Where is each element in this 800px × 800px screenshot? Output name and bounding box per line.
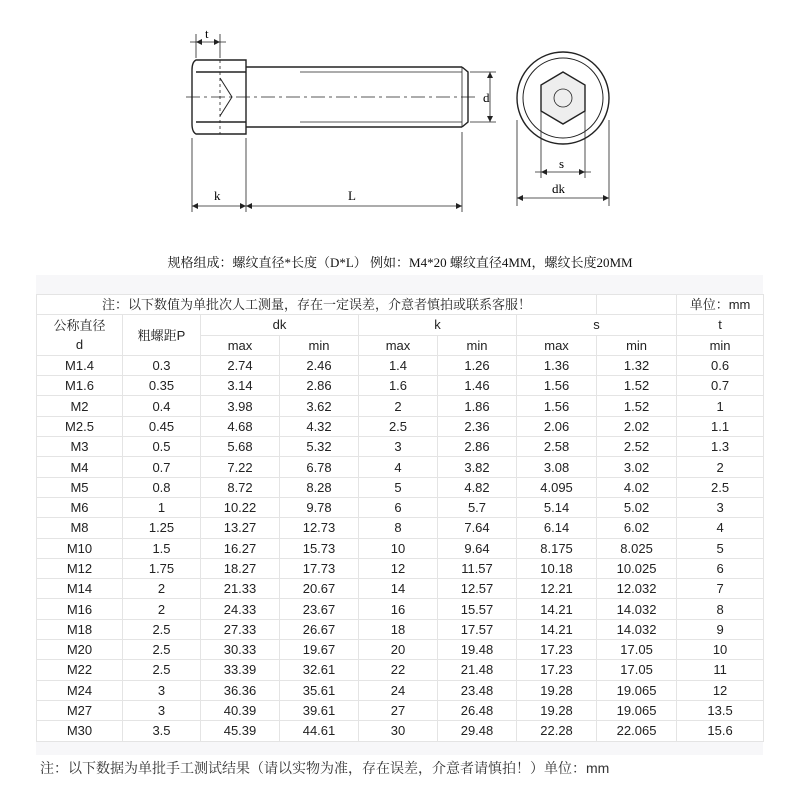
table-row xyxy=(37,599,764,619)
table-row xyxy=(37,355,764,375)
table-cell: 12.73 xyxy=(280,518,359,538)
table-cell: 10.025 xyxy=(597,558,677,578)
table-cell: 19.28 xyxy=(517,700,597,720)
table-cell: M4 xyxy=(37,457,123,477)
table-cell: M2 xyxy=(37,396,123,416)
dimension-table xyxy=(36,294,764,742)
table-row xyxy=(37,518,764,538)
table-cell: M24 xyxy=(37,680,123,700)
table-cell: 22 xyxy=(359,660,438,680)
table-row xyxy=(37,416,764,436)
table-cell: 9.64 xyxy=(438,538,517,558)
table-cell: M20 xyxy=(37,640,123,660)
table-cell: 1.32 xyxy=(597,355,677,375)
table-cell: M16 xyxy=(37,599,123,619)
table-cell: 27 xyxy=(359,700,438,720)
table-cell: 3.02 xyxy=(597,457,677,477)
table-cell: 8.28 xyxy=(280,477,359,497)
table-cell: 5.02 xyxy=(597,497,677,517)
table-cell: 30 xyxy=(359,721,438,741)
table-row xyxy=(37,538,764,558)
table-row xyxy=(37,579,764,599)
table-cell: 19.67 xyxy=(280,640,359,660)
table-cell: 17.05 xyxy=(597,640,677,660)
table-cell: 1.25 xyxy=(123,518,201,538)
table-cell: 1.56 xyxy=(517,396,597,416)
table-cell: 4 xyxy=(677,518,764,538)
table-cell: 17.05 xyxy=(597,660,677,680)
table-cell: M1.6 xyxy=(37,376,123,396)
table-cell: 0.5 xyxy=(123,437,201,457)
table-cell: 12 xyxy=(359,558,438,578)
table-cell: 10.22 xyxy=(201,497,280,517)
table-cell: 39.61 xyxy=(280,700,359,720)
table-cell: 6 xyxy=(677,558,764,578)
table-cell: 14.032 xyxy=(597,599,677,619)
table-cell: 9.78 xyxy=(280,497,359,517)
table-cell: 24.33 xyxy=(201,599,280,619)
table-cell: 8.72 xyxy=(201,477,280,497)
header-t-min: min xyxy=(677,335,764,355)
table-cell: 9 xyxy=(677,619,764,639)
dim-label-s: s xyxy=(559,156,565,171)
table-cell: 29.48 xyxy=(438,721,517,741)
table-cell: 6 xyxy=(359,497,438,517)
table-cell: M27 xyxy=(37,700,123,720)
table-cell: 1.56 xyxy=(517,376,597,396)
table-cell: 2 xyxy=(677,457,764,477)
table-cell: 10 xyxy=(677,640,764,660)
spec-line: 规格组成：螺纹直径*长度（D*L） 例如：M4*20 螺纹直径4MM，螺纹长度20MM xyxy=(167,255,633,270)
table-cell: 2.46 xyxy=(280,355,359,375)
table-cell: 15.73 xyxy=(280,538,359,558)
table-cell: 4.095 xyxy=(517,477,597,497)
table-row xyxy=(37,660,764,680)
header-dk-max: max xyxy=(201,335,280,355)
header-s: s xyxy=(517,315,677,335)
table-cell: 1.26 xyxy=(438,355,517,375)
table-cell: 3.98 xyxy=(201,396,280,416)
table-cell: 22.28 xyxy=(517,721,597,741)
table-cell: 2.86 xyxy=(280,376,359,396)
table-cell: 3 xyxy=(359,437,438,457)
table-cell: 35.61 xyxy=(280,680,359,700)
table-cell: 0.7 xyxy=(123,457,201,477)
table-cell: 20 xyxy=(359,640,438,660)
table-row xyxy=(37,437,764,457)
table-cell: 1.52 xyxy=(597,396,677,416)
table-cell: 0.8 xyxy=(123,477,201,497)
table-cell: 1.46 xyxy=(438,376,517,396)
table-cell: 1.4 xyxy=(359,355,438,375)
table-cell: 30.33 xyxy=(201,640,280,660)
table-cell: M2.5 xyxy=(37,416,123,436)
table-cell: 8 xyxy=(677,599,764,619)
table-cell: 4.02 xyxy=(597,477,677,497)
table-cell: 4.32 xyxy=(280,416,359,436)
header-dk-min: min xyxy=(280,335,359,355)
table-row xyxy=(37,396,764,416)
table-cell: 20.67 xyxy=(280,579,359,599)
table-cell: 11 xyxy=(677,660,764,680)
header-s-min: min xyxy=(597,335,677,355)
table-cell: 2.06 xyxy=(517,416,597,436)
header-dk: dk xyxy=(201,315,359,335)
table-cell: 23.67 xyxy=(280,599,359,619)
table-cell: 36.36 xyxy=(201,680,280,700)
table-cell: 10.18 xyxy=(517,558,597,578)
table-cell: 3.82 xyxy=(438,457,517,477)
table-cell: 17.57 xyxy=(438,619,517,639)
table-cell: 2.5 xyxy=(677,477,764,497)
table-cell: 17.23 xyxy=(517,660,597,680)
table-cell: 3.14 xyxy=(201,376,280,396)
table-cell: M22 xyxy=(37,660,123,680)
table-cell: 19.065 xyxy=(597,700,677,720)
table-cell: 5.32 xyxy=(280,437,359,457)
table-cell: 14 xyxy=(359,579,438,599)
table-cell: 13.27 xyxy=(201,518,280,538)
table-cell: 3 xyxy=(677,497,764,517)
table-cell: 5.7 xyxy=(438,497,517,517)
table-cell: M1.4 xyxy=(37,355,123,375)
table-cell: 2.02 xyxy=(597,416,677,436)
table-cell: 1 xyxy=(677,396,764,416)
table-cell: 17.73 xyxy=(280,558,359,578)
table-cell: 12.21 xyxy=(517,579,597,599)
table-cell: M6 xyxy=(37,497,123,517)
table-cell: 21.33 xyxy=(201,579,280,599)
table-cell: 2.86 xyxy=(438,437,517,457)
table-cell: 16 xyxy=(359,599,438,619)
table-cell: 19.28 xyxy=(517,680,597,700)
table-cell: 13.5 xyxy=(677,700,764,720)
table-cell: 2.5 xyxy=(123,619,201,639)
table-cell: M10 xyxy=(37,538,123,558)
table-cell: 1.3 xyxy=(677,437,764,457)
header-k-min: min xyxy=(438,335,517,355)
table-row xyxy=(37,457,764,477)
table-cell: 14.21 xyxy=(517,599,597,619)
table-cell: M8 xyxy=(37,518,123,538)
table-cell: 7 xyxy=(677,579,764,599)
table-cell: 4.82 xyxy=(438,477,517,497)
table-cell: 3.62 xyxy=(280,396,359,416)
table-cell: 15.6 xyxy=(677,721,764,741)
table-cell: 2 xyxy=(123,599,201,619)
table-cell: 14.21 xyxy=(517,619,597,639)
table-cell: 5.68 xyxy=(201,437,280,457)
table-cell: 8 xyxy=(359,518,438,538)
table-cell: 6.14 xyxy=(517,518,597,538)
table-cell: 2.5 xyxy=(123,660,201,680)
table-cell: 5 xyxy=(677,538,764,558)
screw-technical-drawing xyxy=(0,0,800,240)
table-cell: 7.64 xyxy=(438,518,517,538)
table-cell: 1.1 xyxy=(677,416,764,436)
table-cell: 1.75 xyxy=(123,558,201,578)
table-cell: 4 xyxy=(359,457,438,477)
table-cell: 26.48 xyxy=(438,700,517,720)
table-cell: 15.57 xyxy=(438,599,517,619)
table-cell: 32.61 xyxy=(280,660,359,680)
table-row xyxy=(37,700,764,720)
header-k-max: max xyxy=(359,335,438,355)
table-cell: 14.032 xyxy=(597,619,677,639)
table-cell: 5 xyxy=(359,477,438,497)
header-k: k xyxy=(359,315,517,335)
table-cell: 11.57 xyxy=(438,558,517,578)
table-cell: M18 xyxy=(37,619,123,639)
table-cell: 18 xyxy=(359,619,438,639)
table-cell: 2.5 xyxy=(123,640,201,660)
table-row xyxy=(37,619,764,639)
table-cell: 1.36 xyxy=(517,355,597,375)
header-t: t xyxy=(677,315,764,335)
table-cell: 33.39 xyxy=(201,660,280,680)
table-cell: 26.67 xyxy=(280,619,359,639)
table-cell: 27.33 xyxy=(201,619,280,639)
table-cell: M5 xyxy=(37,477,123,497)
header-s-max: max xyxy=(517,335,597,355)
note-row xyxy=(37,295,764,315)
dim-label-L: L xyxy=(348,188,356,203)
table-cell: 12.032 xyxy=(597,579,677,599)
header-row-1 xyxy=(37,315,764,335)
table-cell: 17.23 xyxy=(517,640,597,660)
table-row xyxy=(37,721,764,741)
table-cell: 18.27 xyxy=(201,558,280,578)
table-cell: 6.78 xyxy=(280,457,359,477)
table-cell: 5.14 xyxy=(517,497,597,517)
table-cell: 21.48 xyxy=(438,660,517,680)
table-cell: 4.68 xyxy=(201,416,280,436)
table-cell: 0.45 xyxy=(123,416,201,436)
table-cell: 19.48 xyxy=(438,640,517,660)
table-cell: 3.5 xyxy=(123,721,201,741)
table-row xyxy=(37,680,764,700)
table-cell: 3 xyxy=(123,680,201,700)
table-cell: 7.22 xyxy=(201,457,280,477)
table-cell: 0.35 xyxy=(123,376,201,396)
table-row xyxy=(37,640,764,660)
table-cell: 2.5 xyxy=(359,416,438,436)
table-cell: 2.36 xyxy=(438,416,517,436)
dim-label-dk: dk xyxy=(552,181,565,196)
table-cell: 1.5 xyxy=(123,538,201,558)
table-body xyxy=(37,355,764,741)
dim-label-k: k xyxy=(214,188,221,203)
table-cell: 3 xyxy=(123,700,201,720)
table-row xyxy=(37,376,764,396)
table-row xyxy=(37,558,764,578)
table-cell: 0.7 xyxy=(677,376,764,396)
table-cell: 16.27 xyxy=(201,538,280,558)
table-cell: 6.02 xyxy=(597,518,677,538)
table-cell: 0.4 xyxy=(123,396,201,416)
table-cell: 2.52 xyxy=(597,437,677,457)
table-cell: 24 xyxy=(359,680,438,700)
table-cell: 1.52 xyxy=(597,376,677,396)
hex-socket xyxy=(541,72,585,124)
header-nominal: 公称直径 d xyxy=(37,315,123,356)
table-cell: 12 xyxy=(677,680,764,700)
table-cell: 22.065 xyxy=(597,721,677,741)
table-cell: 40.39 xyxy=(201,700,280,720)
table-cell: 12.57 xyxy=(438,579,517,599)
table-cell: 44.61 xyxy=(280,721,359,741)
table-row xyxy=(37,497,764,517)
table-cell: 1.6 xyxy=(359,376,438,396)
dim-label-t: t xyxy=(205,26,209,41)
table-cell: 23.48 xyxy=(438,680,517,700)
table-cell: 2 xyxy=(123,579,201,599)
table-cell: 45.39 xyxy=(201,721,280,741)
table-cell: 0.3 xyxy=(123,355,201,375)
table-cell: 1 xyxy=(123,497,201,517)
table-cell: 0.6 xyxy=(677,355,764,375)
header-pitch: 粗螺距P xyxy=(123,315,201,356)
table-cell: M3 xyxy=(37,437,123,457)
table-cell: 10 xyxy=(359,538,438,558)
table-cell: 3.08 xyxy=(517,457,597,477)
table-cell: 2 xyxy=(359,396,438,416)
table-cell: 2.74 xyxy=(201,355,280,375)
dim-label-d: d xyxy=(483,90,490,105)
footer-note: 注：以下数据为单批手工测试结果（请以实物为准，存在误差，介意者请慎拍！）单位：mm xyxy=(40,760,610,776)
unit-label: 单位：mm xyxy=(677,295,764,315)
table-cell: 8.175 xyxy=(517,538,597,558)
table-cell: 19.065 xyxy=(597,680,677,700)
table-cell: M30 xyxy=(37,721,123,741)
table-cell: 2.58 xyxy=(517,437,597,457)
table-cell: 8.025 xyxy=(597,538,677,558)
table-cell: M12 xyxy=(37,558,123,578)
table-cell: 1.86 xyxy=(438,396,517,416)
table-cell: M14 xyxy=(37,579,123,599)
measurement-note: 注：以下数值为单批次人工测量，存在一定误差，介意者慎拍或联系客服！ xyxy=(37,295,597,315)
table-row xyxy=(37,477,764,497)
